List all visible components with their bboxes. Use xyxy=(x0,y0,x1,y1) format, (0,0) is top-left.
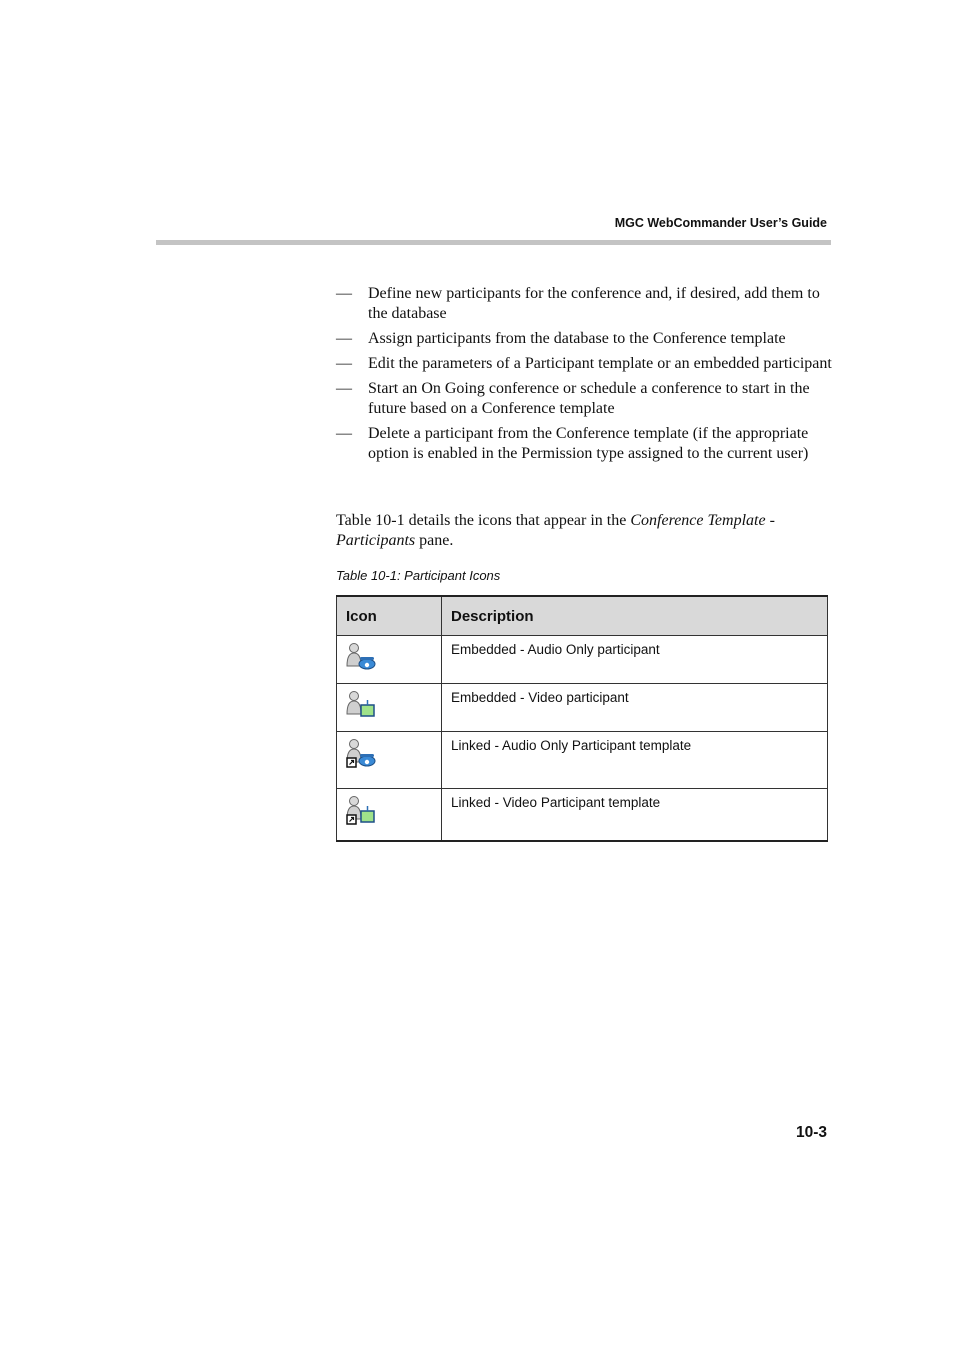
description-cell: Embedded - Video participant xyxy=(442,684,828,732)
list-item-text: Define new participants for the conference and, if desired, add them to the database xyxy=(368,285,820,322)
icon-column-header: Icon xyxy=(337,596,442,636)
list-item-text: Edit the parameters of a Participant template or an embedded participant xyxy=(368,355,832,372)
table-row xyxy=(337,732,828,789)
description-cell: Linked - Video Participant template xyxy=(442,789,828,841)
dash-marker: — xyxy=(336,285,352,302)
linked-video-participant-icon xyxy=(345,795,377,827)
table-row xyxy=(337,636,828,684)
table-row xyxy=(337,789,828,841)
pane-name: Conference Template - Participants xyxy=(336,512,775,549)
list-item-text: Assign participants from the database to the Conference template xyxy=(368,330,786,347)
intro-paragraph xyxy=(336,511,828,551)
embedded-video-participant-icon xyxy=(345,690,377,720)
table-header-row xyxy=(337,596,828,636)
description-cell: Embedded - Audio Only participant xyxy=(442,636,828,684)
icon-cell xyxy=(337,732,442,789)
list-item xyxy=(336,424,836,464)
table-row xyxy=(337,684,828,732)
list-item-text: Start an On Going conference or schedule a conference to start in the future based on a Conference template xyxy=(368,380,810,417)
header-rule xyxy=(156,240,831,245)
linked-audio-participant-icon xyxy=(345,738,377,770)
list-item xyxy=(336,379,836,419)
paragraph-text-end: pane. xyxy=(415,532,454,549)
icon-cell xyxy=(337,789,442,841)
participant-icons-table xyxy=(336,595,828,842)
icon-cell xyxy=(337,636,442,684)
dash-marker: — xyxy=(336,330,352,347)
running-header: MGC WebCommander User’s Guide xyxy=(614,216,827,230)
description-cell: Linked - Audio Only Participant template xyxy=(442,732,828,789)
dash-marker: — xyxy=(336,425,352,442)
feature-list xyxy=(336,284,836,469)
dash-marker: — xyxy=(336,380,352,397)
list-item xyxy=(336,284,836,324)
page-number: 10-3 xyxy=(795,1124,827,1141)
paragraph-text: Table 10-1 details the icons that appear in the xyxy=(336,512,631,529)
dash-marker: — xyxy=(336,355,352,372)
list-item xyxy=(336,329,836,349)
icon-cell xyxy=(337,684,442,732)
embedded-audio-participant-icon xyxy=(345,642,377,672)
description-column-header: Description xyxy=(442,596,828,636)
list-item xyxy=(336,354,836,374)
list-item-text: Delete a participant from the Conference template (if the appropriate option is enabled in the Permission type assigned to the current user) xyxy=(368,425,809,462)
table-caption: Table 10-1: Participant Icons xyxy=(336,568,501,583)
